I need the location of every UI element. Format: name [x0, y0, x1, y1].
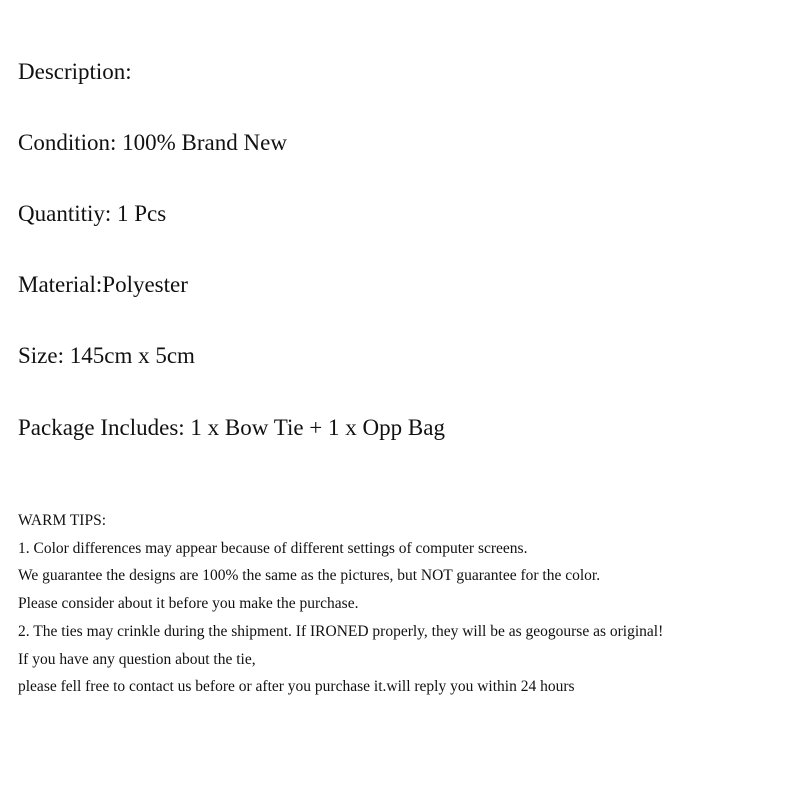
tip-color-differences: 1. Color differences may appear because of different settings of computer screens.	[18, 539, 528, 557]
size-text: Size: 145cm x 5cm	[18, 343, 195, 368]
tip-consider-purchase: Please consider about it before you make the purchase.	[18, 595, 359, 613]
condition-text: Condition: 100% Brand New	[18, 130, 287, 155]
warm-tips-heading: WARM TIPS:	[18, 512, 106, 529]
package-text: Package Includes: 1 x Bow Tie + 1 x Opp Bag	[18, 415, 445, 440]
description-heading: Description:	[18, 59, 132, 84]
tip-crinkle-ironing: 2. The ties may crinkle during the shipment. If IRONED properly, they will be as geogourse as original!	[18, 622, 664, 640]
quantity-text: Quantitiy: 1 Pcs	[18, 201, 167, 226]
material-text: Material:Polyester	[18, 272, 188, 297]
warm-tips-section	[18, 507, 663, 701]
tip-contact-us: please fell free to contact us before or after you purchase it.will reply you within 24 hours	[18, 678, 575, 696]
tip-questions: If you have any question about the tie,	[18, 650, 256, 668]
tip-design-guarantee: We guarantee the designs are 100% the same as the pictures, but NOT guarantee for the color.	[18, 567, 601, 585]
